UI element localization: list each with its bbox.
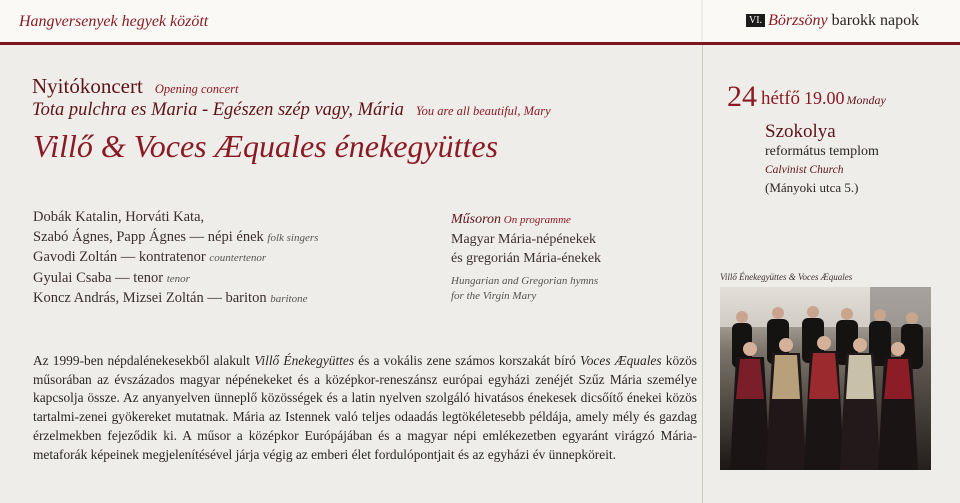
event-time: 19.00 [804,88,845,108]
weekday-en: Monday [846,93,886,107]
venue-city: Szokolya [765,121,836,142]
column-divider [702,45,703,503]
venue-church: református templom [765,144,879,159]
programme-line: Magyar Mária-népénekek [451,232,596,247]
top-red-band [0,42,960,45]
performer-list [33,208,318,310]
ensemble-photo [720,287,931,470]
brand-rest: barokk napok [827,12,920,29]
event-venue [765,121,879,197]
event-date [727,80,886,114]
programme-heading: Műsoron On programme [451,212,571,227]
ensemble-title: Villő & Voces Æquales énekegyüttes [33,128,499,164]
performer-line: Gavodi Zoltán — kontratenor countertenor [33,249,267,265]
festival-brand [746,12,919,30]
programme-en: Hungarian and Gregorian hymns for the Virgin Mary [451,275,599,302]
concert-description: Az 1999-ben népdalénekesekből alakult Villő Énekegyüttes és a vokális zene számos korszakát bíró Voces Æquales közös műsorában az évszázados magyar népénekeket és a középkor-reneszánsz európai egyházi zenéjét Szűz Mária személye kapcsolja össze. Az anyanyelven ünneplő közösségek és a latin nyelven szolgáló hivatásos énekesek dicsőítő énekei közös tartalmi-zenei gyökereket mutatnak. Mária az Istennek való teljes odaadás legtökéletesebb példája, amely mély és gazdag érzelmekben fejeződik ki. A műsor a középkor Európájában és a magyar népi emlékezetben egyaránt virágzó Mária-metaforák képeinek megjelenítésével járja végig az emberi élet fordulópontjait és az egyházi év ünnepköreit. [33,353,697,462]
edition-badge: VI. [746,14,765,27]
concert-title-en: You are all beautiful, Mary [415,104,551,118]
programme-line: és gregorián Mária-énekek [451,251,602,266]
performer-line: Szabó Ágnes, Papp Ágnes — népi ének folk singers [33,228,319,245]
concert-title-line [32,100,551,121]
programme-block [451,210,601,304]
concert-label-en: Opening concert [154,82,239,96]
venue-address: (Mányoki utca 5.) [765,180,859,195]
date-number: 24 [727,80,757,113]
performer-line: Koncz András, Mizsei Zoltán — bariton baritone [33,290,308,306]
weekday: hétfő [761,88,801,109]
venue-church-en: Calvinist Church [765,164,844,176]
performer-line: Dobák Katalin, Horváti Kata, [33,209,205,225]
photo-caption: Villő Énekegyüttes & Voces Æquales [720,272,853,282]
concert-label: Nyitókoncert [32,74,143,98]
concert-heading [32,74,551,121]
series-title: Hangversenyek hegyek között [19,13,209,30]
concert-title: Tota pulchra es Maria - Egészen szép vagy, Mária [32,100,404,120]
concert-label-line [32,74,551,99]
performer-line: Gyulai Csaba — tenor tenor [33,269,190,286]
brand-name: Börzsöny [768,12,828,29]
